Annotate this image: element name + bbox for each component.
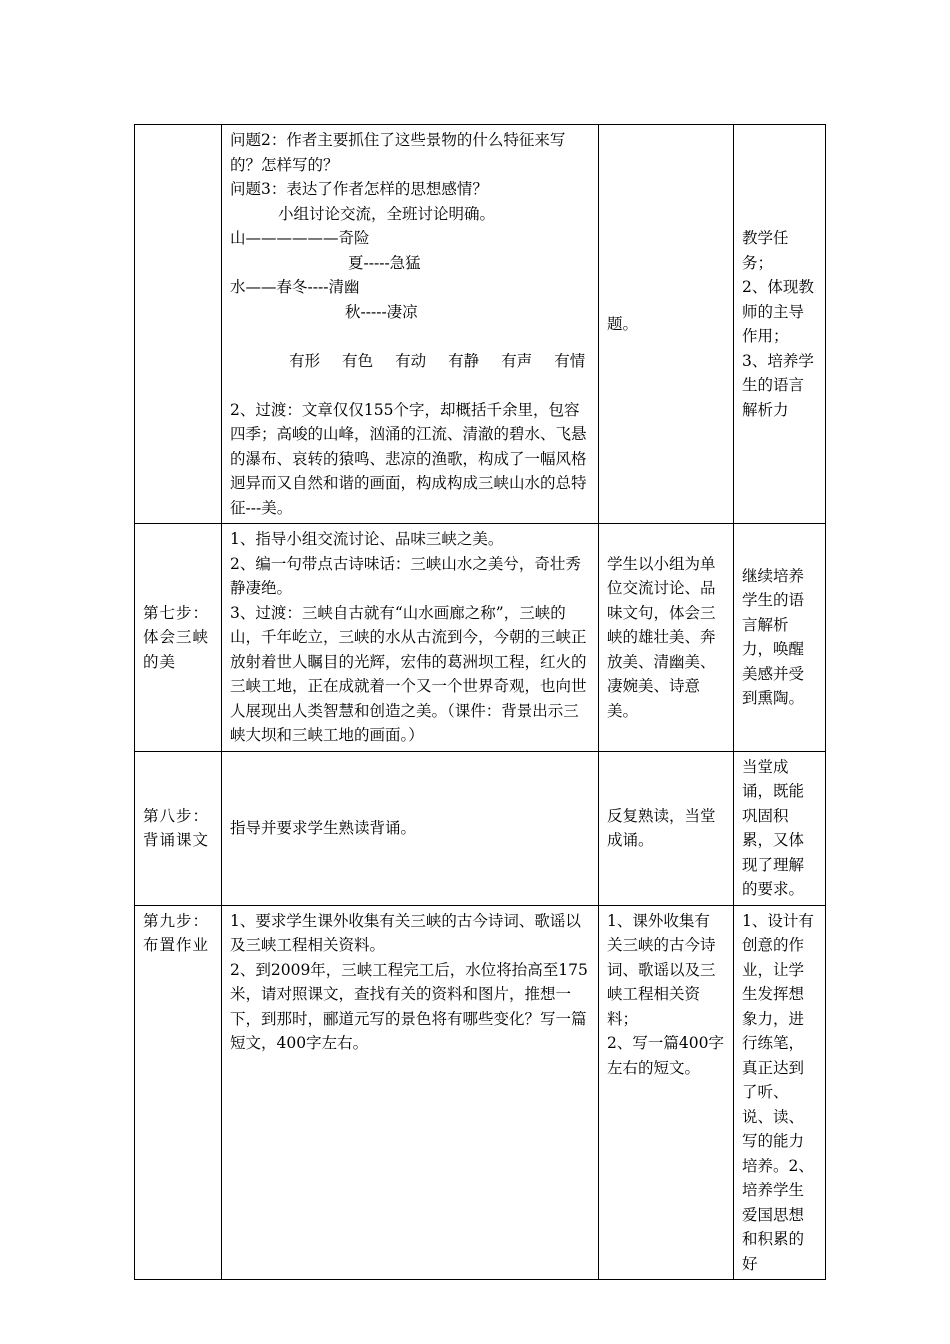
content-line: 山——————奇险 [230, 229, 370, 247]
content-line: 1、指导小组交流讨论、品味三峡之美。 [230, 530, 504, 548]
content-cell [222, 524, 599, 752]
design-intent-cell: 继续培养学生的语言解析力，唤醒美感并受到熏陶。 [734, 524, 826, 752]
student-activity-cell: 1、课外收集有关三峡的古今诗词、歌谣以及三峡工程相关资料； 2、写一篇400字左右的短文。 [599, 905, 734, 1280]
content-line: 秋-----凄凉 [345, 302, 418, 321]
content-cell [222, 751, 599, 905]
step-cell: 第八步：背诵课文 [135, 751, 222, 905]
content-line: 水——春冬----清幽 [230, 278, 360, 296]
feature-item: 有静 [448, 351, 480, 370]
content-line: 1、要求学生课外收集有关三峡的古今诗词、歌谣以及三峡工程相关资料。 [230, 911, 581, 954]
lesson-plan-table [134, 124, 826, 1280]
content-line: 问题3：表达了作者怎样的思想感情？ [230, 180, 488, 198]
content-cell [222, 125, 599, 524]
step-cell [135, 125, 222, 524]
content-line: 2、过渡：文章仅仅155个字，却概括千余里，包容四季；高峻的山峰，汹涌的江流、清澈的碧水、飞悬的瀑布、哀转的猿鸣、悲凉的渔歌，构成了一幅风格迥异而又自然和谐的画面，构成构成三峡山水的总特征---美。 [230, 400, 587, 517]
content-cell [222, 905, 599, 1280]
feature-list [230, 324, 590, 398]
student-activity-cell: 反复熟读，当堂成诵。 [599, 751, 734, 905]
feature-item: 有声 [501, 351, 533, 370]
content-line: 小组讨论交流，全班讨论明确。 [278, 204, 496, 223]
design-intent-cell: 当堂成诵，既能巩固积累，又体现了理解的要求。 [734, 751, 826, 905]
student-activity-cell: 题。 [599, 125, 734, 524]
step-cell: 第七步：体会三峡的美 [135, 524, 222, 752]
table-row [135, 751, 826, 905]
content-line: 指导并要求学生熟读背诵。 [230, 818, 417, 837]
content-line: 2、编一句带点古诗味话：三峡山水之美兮，奇壮秀静凄绝。 [230, 554, 581, 597]
content-line: 夏-----急猛 [348, 253, 421, 272]
feature-item: 有动 [395, 351, 427, 370]
feature-item: 有情 [554, 351, 586, 370]
feature-item: 有形 [289, 351, 321, 370]
feature-item: 有色 [342, 351, 374, 370]
content-line: 问题2：作者主要抓住了这些景物的什么特征来写的？怎样写的？ [230, 131, 566, 174]
table-row [135, 524, 826, 752]
table-row [135, 905, 826, 1280]
design-intent-cell: 1、设计有创意的作业，让学生发挥想象力，进行练笔，真正达到了听、说、读、写的能力培养。2、培养学生爱国思想和积累的好 [734, 905, 826, 1280]
step-cell: 第九步：布置作业 [135, 905, 222, 1280]
table-row [135, 125, 826, 524]
student-activity-cell: 学生以小组为单位交流讨论、品味文句，体会三峡的雄壮美、奔放美、清幽美、凄婉美、诗意美。 [599, 524, 734, 752]
design-intent-cell: 教学任务； 2、体现教师的主导作用； 3、培养学生的语言解析力 [734, 125, 826, 524]
content-line: 2、到2009年，三峡工程完工后，水位将抬高至175米，请对照课文，查找有关的资料和图片，推想一下，到那时，郦道元写的景色将有哪些变化？写一篇短文，400字左右。 [230, 960, 588, 1052]
content-line: 3、过渡：三峡自古就有“山水画廊之称”，三峡的山，千年屹立，三峡的水从古流到今，今朝的三峡正放射着世人瞩目的光辉，宏伟的葛洲坝工程，红火的三峡工地，正在成就着一个又一个世界奇观，也向世人展现出人类智慧和创造之美。（课件：背景出示三峡大坝和三峡工地的画面。） [230, 603, 587, 744]
